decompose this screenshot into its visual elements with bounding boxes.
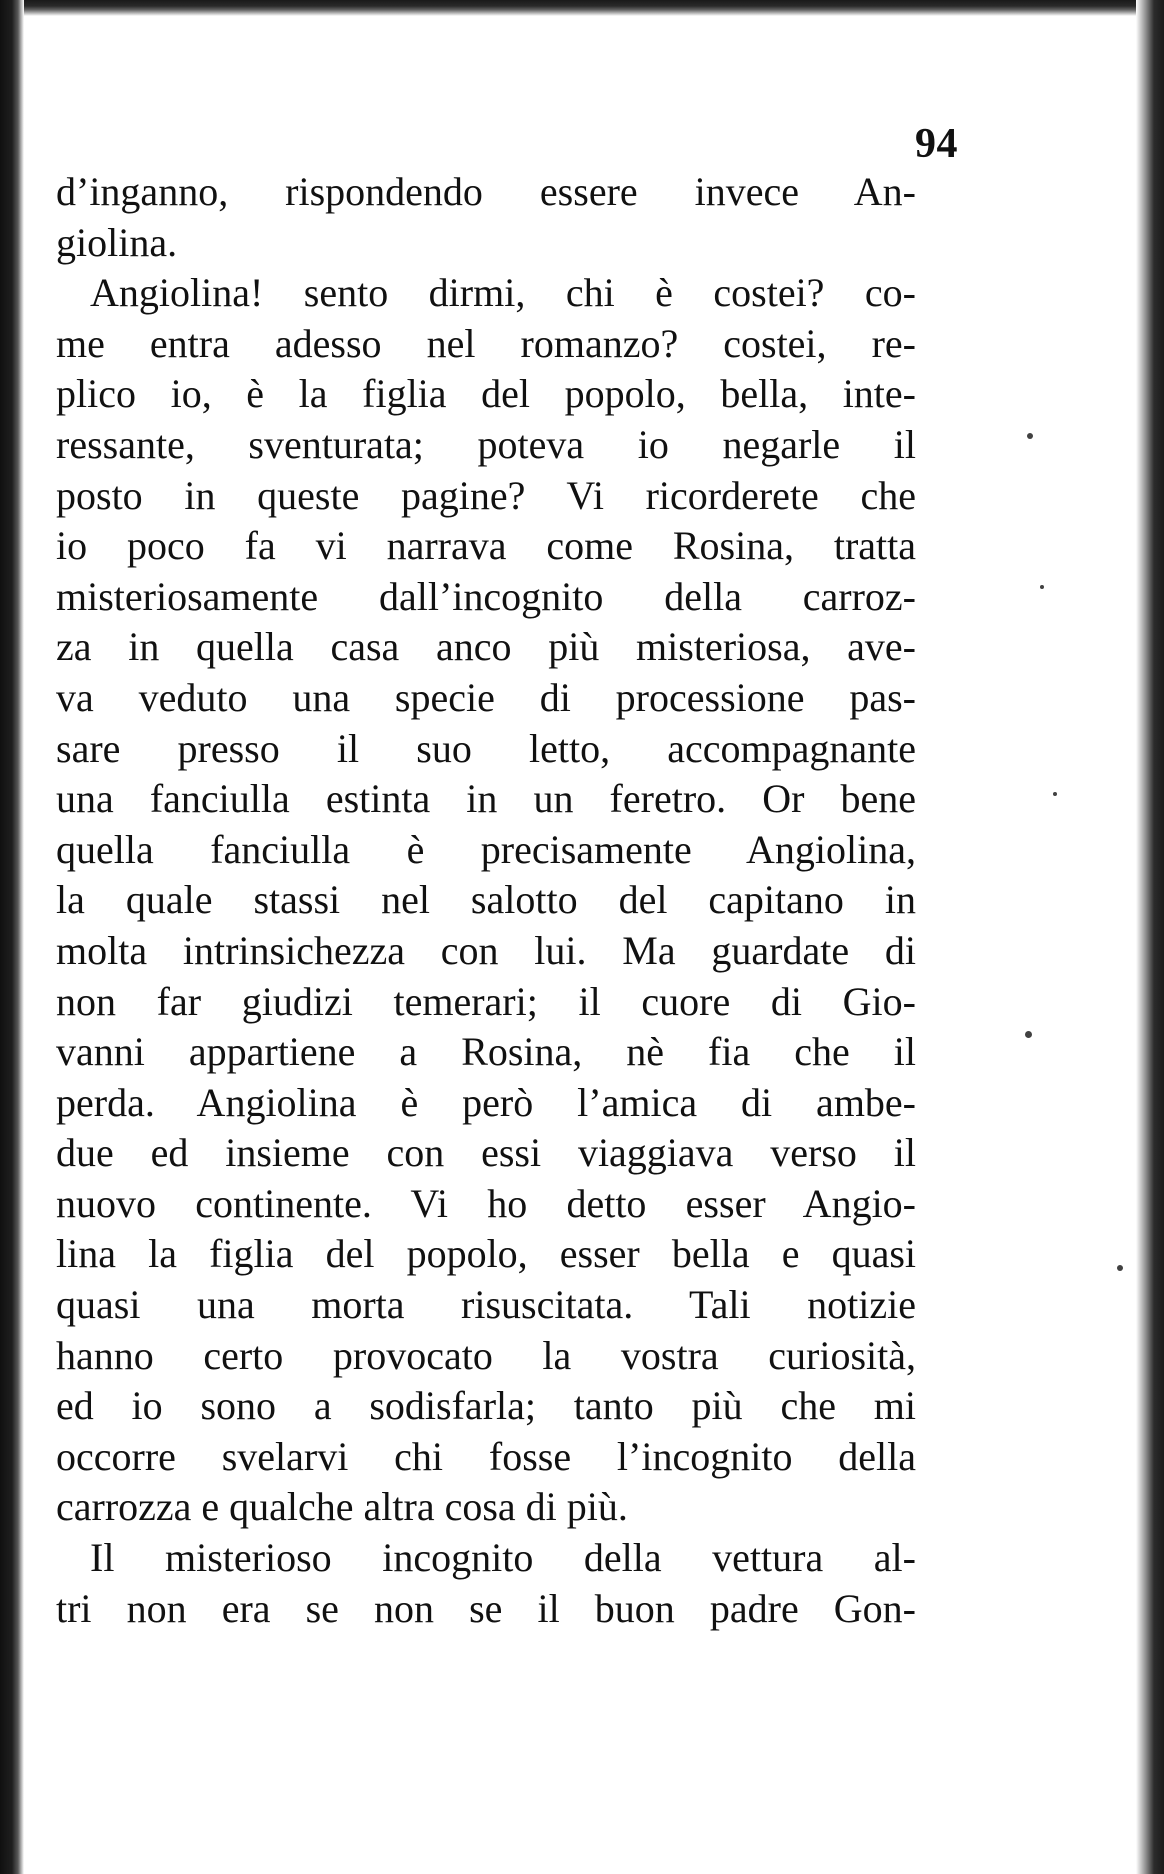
scan-speck [1053,792,1057,796]
text-line: za in quella casa anco più misteriosa, ave- [56,624,916,670]
text-line: d’inganno, rispondendo essere invece An- [56,169,916,214]
left-scan-border [0,0,24,1874]
text-line: va veduto una specie di processione pas- [56,674,916,720]
text-line: vanni appartiene a Rosina, nè fia che il [56,1029,916,1075]
text-line: quella fanciulla è precisamente Angiolina, [56,826,916,872]
text-line: ed io sono a sodisfarla; tanto più che mi [56,1383,916,1429]
text-line: occorre svelarvi chi fosse l’incognito della [56,1433,916,1479]
text-line: hanno certo provocato la vostra curiosità, [56,1332,916,1378]
text-line: ressante, sventurata; poteva io negarle il [56,421,916,467]
text-line: la quale stassi nel salotto del capitano in [56,877,916,923]
scan-speck [1040,585,1044,589]
text-line: Il misterioso incognito della vettura al- [90,1535,916,1581]
text-line: non far giudizi temerari; il cuore di Gio- [56,978,916,1024]
top-scan-border [0,0,1164,16]
text-line: me entra adesso nel romanzo? costei, re- [56,320,916,366]
text-line: due ed insieme con essi viaggiava verso il [56,1130,916,1176]
text-line: una fanciulla estinta in un feretro. Or bene [56,776,916,822]
scan-speck [1025,1031,1032,1038]
text-line: plico io, è la figlia del popolo, bella, inte- [56,371,916,417]
page-text [56,167,916,1634]
text-line: tri non era se non se il buon padre Gon- [56,1585,916,1631]
text-line: molta intrinsichezza con lui. Ma guardate di [56,927,916,973]
text-line: io poco fa vi narrava come Rosina, tratta [56,523,916,569]
text-line: lina la figlia del popolo, esser bella e quasi [56,1231,916,1277]
text-line: perda. Angiolina è però l’amica di ambe- [56,1079,916,1125]
right-scan-border [1136,0,1164,1874]
scan-speck [1027,433,1033,439]
page-number: 94 [915,121,958,167]
text-line: misteriosamente dall’incognito della carroz- [56,573,916,619]
text-line: carrozza e qualche altra cosa di più. [56,1484,628,1530]
text-line: Angiolina! sento dirmi, chi è costei? co- [90,270,916,316]
text-line: quasi una morta risuscitata. Tali notizie [56,1282,916,1328]
text-line: sare presso il suo letto, accompagnante [56,725,916,771]
text-line: posto in queste pagine? Vi ricorderete che [56,472,916,518]
text-line: giolina. [56,219,178,265]
scan-speck [1117,1265,1123,1271]
text-line: nuovo continente. Vi ho detto esser Angio- [56,1180,916,1226]
